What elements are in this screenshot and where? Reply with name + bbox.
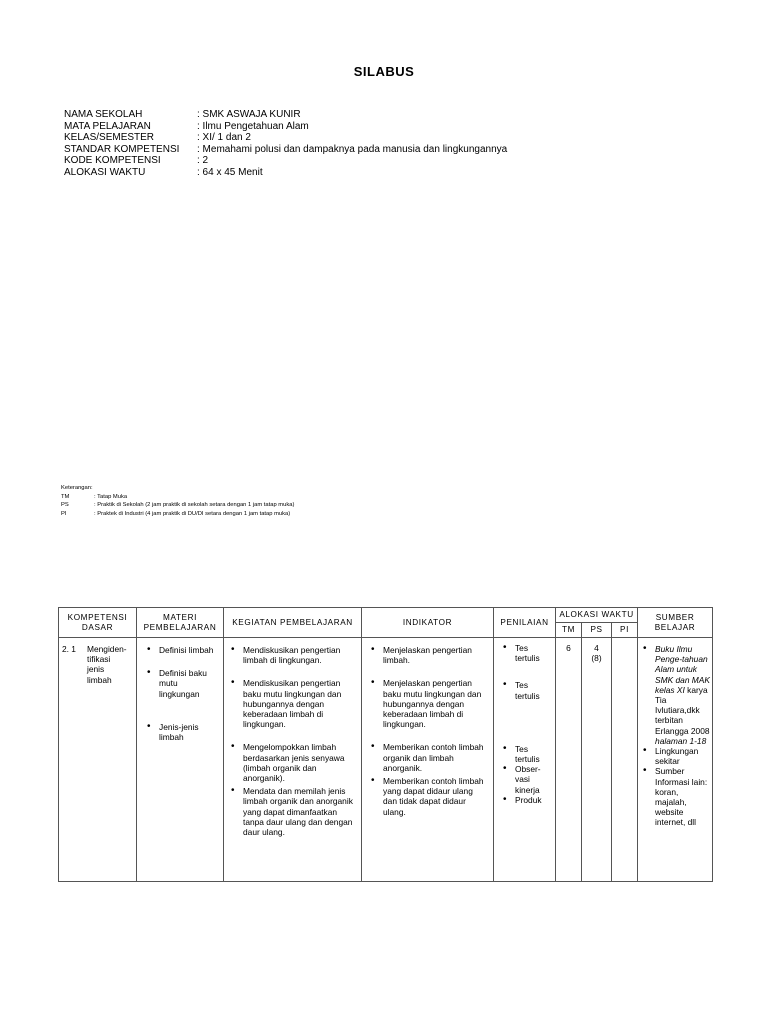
- notes-heading: Keterangan:: [61, 485, 93, 491]
- book-title: Buku Ilmu Penge-tahuan Alam untuk SMK dan MAK kelas XI: [655, 644, 710, 695]
- info-row-school: [64, 109, 507, 121]
- kegiatan-item: • Mengelompokkan limbah berdasarkan jenis senyawa (limbah organik dan anorganik).: [243, 742, 357, 783]
- sumber-item: • Sumber Informasi lain: koran, majalah, website internet, dll: [655, 766, 710, 827]
- penilaian-item: • Tes tertulis: [515, 744, 553, 764]
- document-title: SILABUS: [353, 64, 415, 79]
- note-row: [61, 493, 294, 502]
- info-row-subject: [64, 121, 507, 133]
- identity-block: [64, 109, 507, 179]
- kd-number: 2. 1: [62, 644, 76, 654]
- info-row-class: [64, 132, 507, 144]
- cell-materi: [137, 638, 224, 882]
- note-code: PI: [61, 510, 67, 517]
- materi-item: • Jenis-jenis limbah: [159, 722, 219, 742]
- cell-penilaian: [494, 638, 556, 882]
- note-row: [61, 510, 294, 519]
- ps-value: 4: [594, 643, 599, 653]
- cell-indikator: [362, 638, 494, 882]
- kegiatan-item: • Mendata dan memilah jenis limbah organik dan anorganik yang dapat dimanfaatkan tanpa daur ulang dan dengan daur ulang.: [243, 786, 357, 837]
- info-label: ALOKASI WAKTU: [64, 166, 146, 178]
- cell-kegiatan: [224, 638, 362, 882]
- info-label: STANDAR KOMPETENSI: [64, 143, 180, 155]
- header-penilaian: PENILAIAN: [494, 608, 556, 638]
- info-row-competency-code: [64, 155, 507, 167]
- header-pi: PI: [612, 623, 638, 638]
- indikator-item: • Menjelaskan pengertian limbah.: [383, 645, 489, 665]
- note-text: : Praktek di Industri (4 jam praktik di DU/DI setara dengan 1 jam tatap muka): [94, 510, 291, 517]
- materi-item: • Definisi baku mutu lingkungan: [159, 668, 219, 699]
- kd-text: Mengiden-tifikasi jenis limbah: [87, 644, 127, 685]
- penilaian-item: • Obser-vasi kinerja: [515, 764, 553, 795]
- note-code: PS: [61, 502, 69, 509]
- penilaian-item: • Produk: [515, 795, 553, 805]
- info-row-time-allocation: [64, 167, 507, 179]
- book-pages: halaman 1-18: [655, 735, 707, 746]
- note-text: : Tatap Muka: [94, 493, 128, 500]
- table-header-row: [59, 608, 713, 623]
- sumber-item: • Lingkungan sekitar: [655, 746, 710, 766]
- info-row-competency-standard: [64, 144, 507, 156]
- kegiatan-item: • Mendiskusikan pengertian baku mutu lingkungan dan hubungannya dengan keberadaan limbah di lingkungan.: [243, 678, 357, 729]
- book-publisher: karya Tia Ivlutiara,dkk terbitan Erlangga 2008: [655, 684, 710, 736]
- info-value: : SMK ASWAJA KUNIR: [197, 109, 301, 120]
- table-row: [59, 638, 713, 882]
- info-value: : 64 x 45 Menit: [197, 166, 263, 178]
- note-row: [61, 501, 294, 510]
- indikator-item: • Menjelaskan pengertian baku mutu lingkungan dan hubungannya dengan keberadaan limbah di lingkungan.: [383, 678, 489, 729]
- indikator-item: • Memberikan contoh limbah organik dan limbah anorganik.: [383, 742, 489, 773]
- info-value: : XI/ 1 dan 2: [197, 132, 251, 144]
- cell-kompetensi-dasar: [59, 638, 137, 882]
- syllabus-table: [58, 607, 713, 882]
- info-label: KODE KOMPETENSI: [64, 155, 161, 167]
- info-value: : Memahami polusi dan dampaknya pada manusia dan lingkungannya: [197, 143, 508, 155]
- legend-notes: [61, 484, 294, 518]
- penilaian-item: • Tes tertulis: [515, 680, 553, 700]
- header-kegiatan: KEGIATAN PEMBELAJARAN: [224, 608, 362, 638]
- header-kompetensi-dasar: KOMPETENSI DASAR: [59, 608, 137, 638]
- header-tm: TM: [556, 623, 582, 638]
- info-label: KELAS/SEMESTER: [64, 132, 155, 144]
- header-sumber-belajar: SUMBER BELAJAR: [638, 608, 713, 638]
- materi-item: • Definisi limbah: [159, 645, 219, 655]
- note-code: TM: [61, 493, 70, 500]
- cell-ps: [582, 638, 612, 882]
- info-label: MATA PELAJARAN: [64, 120, 151, 132]
- header-ps: PS: [582, 623, 612, 638]
- sumber-item-book: [655, 644, 710, 746]
- cell-sumber-belajar: [638, 638, 713, 882]
- info-value: : 2: [197, 155, 209, 167]
- indikator-item: • Memberikan contoh limbah yang dapat didaur ulang dan tidak dapat didaur ulang.: [383, 776, 489, 817]
- note-text: : Praktik di Sekolah (2 jam praktik di sekolah setara dengan 1 jam tatap muka): [94, 502, 295, 509]
- kegiatan-item: • Mendiskusikan pengertian limbah di lingkungan.: [243, 645, 357, 665]
- cell-tm: 6: [556, 638, 582, 882]
- ps-equivalent: (8): [591, 653, 602, 664]
- header-materi: MATERI PEMBELAJARAN: [137, 608, 224, 638]
- penilaian-item: • Tes tertulis: [515, 643, 553, 663]
- header-indikator: INDIKATOR: [362, 608, 494, 638]
- header-alokasi-waktu: ALOKASI WAKTU: [556, 608, 638, 623]
- info-label: NAMA SEKOLAH: [64, 109, 143, 120]
- cell-pi: [612, 638, 638, 882]
- info-value: : Ilmu Pengetahuan Alam: [197, 120, 309, 132]
